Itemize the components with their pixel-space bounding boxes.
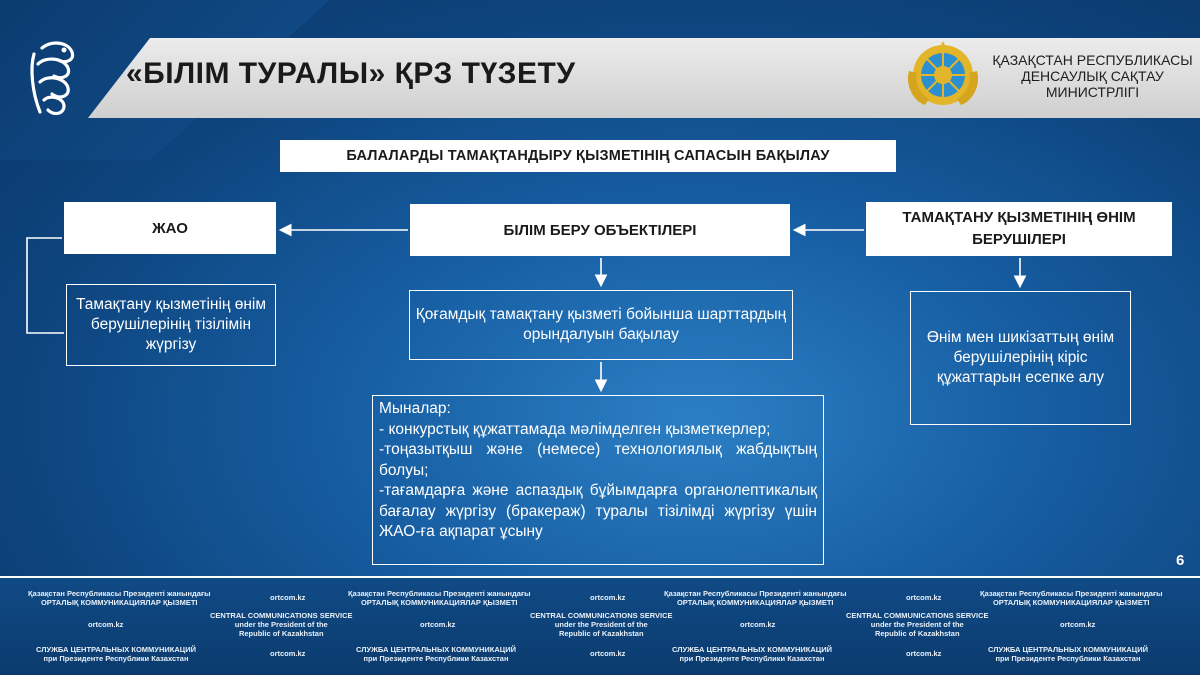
footer-org-ru: СЛУЖБА ЦЕНТРАЛЬНЫХ КОММУНИКАЦИЙ при Президенте Республики Казахстан	[356, 645, 517, 663]
main-banner: БАЛАЛАРДЫ ТАМАҚТАНДЫРУ ҚЫЗМЕТІНІҢ САПАСЫН БАҚЫЛАУ	[280, 140, 896, 172]
ministry-line-1: ҚАЗАҚСТАН РЕСПУБЛИКАСЫ	[992, 52, 1193, 68]
footer-site: ortcom.kz	[906, 649, 942, 658]
footer-org-ru: СЛУЖБА ЦЕНТРАЛЬНЫХ КОММУНИКАЦИЙ при Президенте Республики Казахстан	[36, 645, 197, 663]
footer-site: ortcom.kz	[1060, 620, 1096, 629]
footer-org-ru: СЛУЖБА ЦЕНТРАЛЬНЫХ КОММУНИКАЦИЙ при Президенте Республики Казахстан	[672, 645, 833, 663]
education-objects-header: БІЛІМ БЕРУ ОБЪЕКТІЛЕРІ	[410, 204, 790, 256]
footer-org-en: CENTRAL COMMUNICATIONS SERVICE under the President of the Republic of Kazakhstan	[530, 611, 673, 638]
footer-site: ortcom.kz	[740, 620, 776, 629]
footer-site: ortcom.kz	[906, 593, 942, 602]
list-item: -тоңазытқыш және (немесе) технологиялық жабдықтың болуы;	[379, 441, 817, 479]
footer-org-kz: Қазақстан Республикасы Президенті жанындағы ОРТАЛЫҚ КОММУНИКАЦИЯЛАР ҚЫЗМЕТІ	[28, 589, 211, 607]
ministry-name	[985, 52, 1200, 100]
footer-site: ortcom.kz	[88, 620, 124, 629]
footer-org-kz: Қазақстан Республикасы Президенті жанындағы ОРТАЛЫҚ КОММУНИКАЦИЯЛАР ҚЫЗМЕТІ	[980, 589, 1163, 607]
footer-site: ortcom.kz	[270, 649, 306, 658]
footer-site: ortcom.kz	[420, 620, 456, 629]
footer	[0, 576, 1200, 675]
list-intro: Мыналар:	[379, 400, 451, 417]
page-number: 6	[1176, 552, 1185, 569]
footer-site: ortcom.kz	[590, 649, 626, 658]
footer-org-en: CENTRAL COMMUNICATIONS SERVICE under the President of the Republic of Kazakhstan	[210, 611, 353, 638]
requirements-list	[372, 395, 824, 565]
state-emblem-icon	[905, 41, 981, 109]
footer-org-ru: СЛУЖБА ЦЕНТРАЛЬНЫХ КОММУНИКАЦИЙ при Президенте Республики Казахстан	[988, 645, 1149, 663]
list-item: - конкурстық құжаттамада мәлімделген қызметкерлер;	[379, 420, 771, 438]
footer-org-kz: Қазақстан Республикасы Президенті жанындағы ОРТАЛЫҚ КОММУНИКАЦИЯЛАР ҚЫЗМЕТІ	[664, 589, 847, 607]
bracket-left	[27, 238, 64, 333]
footer-org-en: CENTRAL COMMUNICATIONS SERVICE under the President of the Republic of Kazakhstan	[846, 611, 989, 638]
footer-org-kz: Қазақстан Республикасы Президенті жанындағы ОРТАЛЫҚ КОММУНИКАЦИЯЛАР ҚЫЗМЕТІ	[348, 589, 531, 607]
snow-leopard-logo-icon	[28, 38, 84, 118]
footer-site: ortcom.kz	[270, 593, 306, 602]
zhao-header: ЖАО	[64, 202, 276, 254]
ministry-line-3: МИНИСТРЛІГІ	[1045, 84, 1140, 100]
food-producers-header: ТАМАҚТАНУ ҚЫЗМЕТІНІҢ ӨНІМ БЕРУШІЛЕРІ	[866, 202, 1172, 256]
contract-control-box: Қоғамдық тамақтану қызметі бойынша шарттардың орындалуын бақылау	[409, 290, 793, 360]
footer-site: ortcom.kz	[590, 593, 626, 602]
income-documents-box: Өнім мен шикізаттың өнім берушілерінің кіріс құжаттарын есепке алу	[910, 291, 1131, 425]
registry-box: Тамақтану қызметінің өнім берушілерінің тізілімін жүргізу	[66, 284, 276, 366]
page-title: «БІЛІМ ТУРАЛЫ» ҚРЗ ТҮЗЕТУ	[126, 57, 576, 90]
ministry-line-2: ДЕНСАУЛЫҚ САҚТАУ	[1021, 68, 1164, 84]
list-item: -тағамдарға және аспаздық бұйымдарға органолептикалық бағалау жүргізу (бракераж) туралы тізілімді жүргізу үшін ЖАО-ға ақпарат ұсыну	[379, 482, 817, 540]
